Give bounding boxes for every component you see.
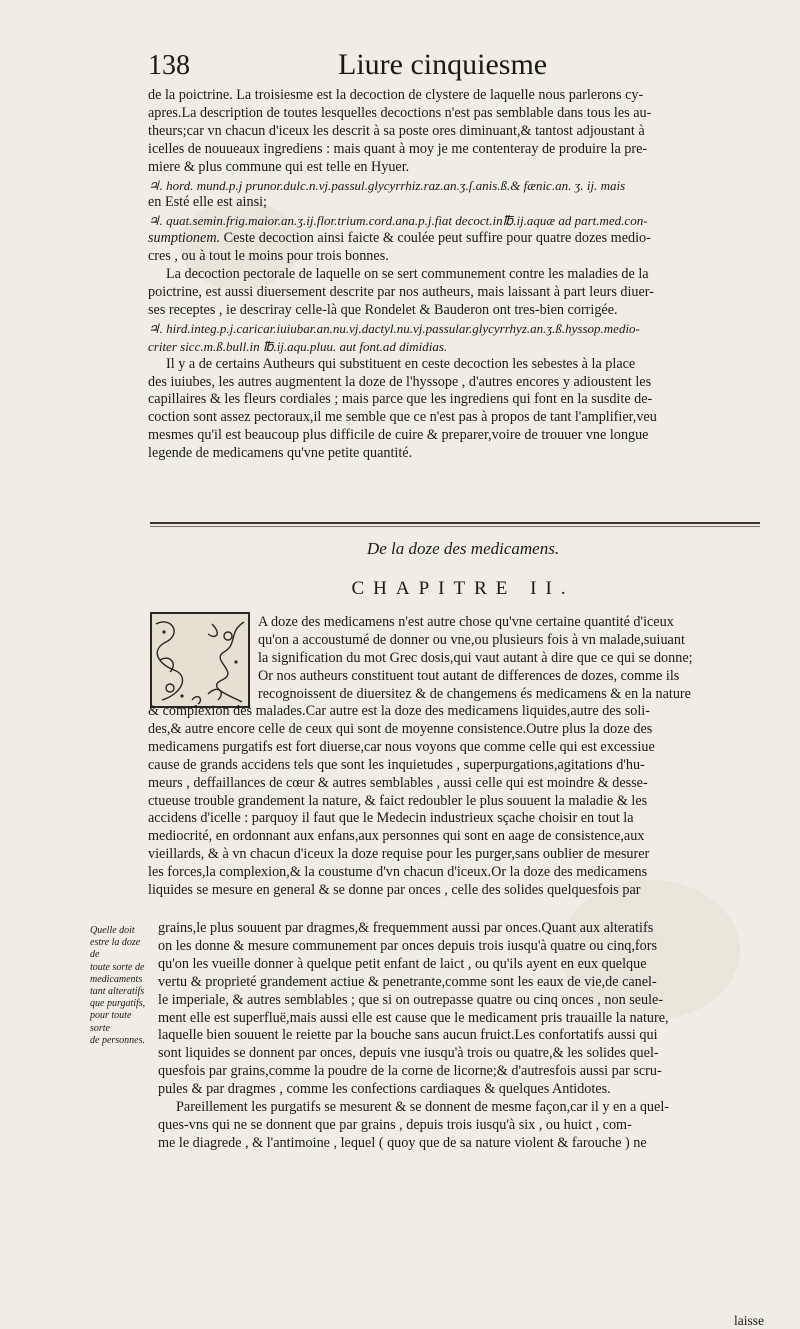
text-line: icelles de nouueaux ingrediens : mais quant à moy je me contenteray de produire la pre-: [148, 140, 648, 157]
section-title: De la doze des medicamens.: [366, 539, 560, 558]
text-line: Pareillement les purgatifs se mesurent & se donnent de mesme façon,car il y en a quel-: [176, 1099, 669, 1116]
text-line: les forces,la complexion,& la coustume d'vn chacun d'iceux.Or la doze des medicamens: [148, 864, 648, 881]
text-line: vertu & proprieté grandement actiue & penetrante,comme sont les eaux de vie,de canel-: [158, 973, 657, 990]
text-line: mediocrité, en ordonnant aux enfans,aux personnes qui sont en aage de consistence,aux: [148, 828, 645, 845]
text-line: liquides se mesure en general & se donne par onces , celle des solides quelquesfois par: [148, 882, 641, 899]
text-line: capillaires & les fleurs cordiales ; mais parce que les ingrediens qui font en la susdite de-: [148, 391, 653, 408]
text-line: qu'on a accoustumé de donner ou vne,ou plusieurs fois à vn malade,suiuant: [258, 631, 685, 648]
top-text-block: [148, 87, 778, 463]
text-line: la signification du mot Grec dosis,qui vaut autant à dire que ce qui se donne;: [258, 649, 693, 666]
text-line: ques-vns qui ne se donnent que par grains , depuis trois iusqu'à six , ou huict , com-: [158, 1116, 632, 1133]
text-line: le imperiale, & autres semblables ; que si on outrepasse quatre ou cinq onces , non seule-: [158, 991, 664, 1008]
running-title: Liure cinquiesme: [338, 48, 548, 81]
text-line: mesmes qu'il est beaucoup plus difficile de cuire & preparer,voire de trouuer vne longue: [148, 427, 649, 444]
margin-note-line: que purgatifs,: [90, 998, 146, 1010]
page-number: 138: [148, 50, 190, 81]
margin-note: [90, 925, 150, 1047]
text-line: La decoction pectorale de laquelle on se sert communement contre les maladies de la: [166, 266, 649, 283]
text-line: A doze des medicamens n'est autre chose qu'vne certaine quantité d'iceux: [258, 614, 674, 630]
chapter-opening-lines: [258, 614, 778, 704]
margin-note-line: toute sorte de: [90, 961, 145, 973]
text-line: meurs , deffaillances de cœur & autres semblables , aussi celle qui est moindre & desse-: [148, 774, 648, 791]
chapter-body-1: [148, 703, 778, 900]
text-line: miere & plus commune qui est telle en Hyuer.: [148, 158, 410, 175]
text-line: ctueuse trouble grandement la nature, & faict redoubler le plus souuent la maladie & les: [148, 792, 648, 809]
text-line: recognoissent de diuersitez & de changemens és medicamens & en la nature: [258, 685, 691, 702]
catchword: laisse: [734, 1313, 764, 1328]
text-line: Il y a de certains Autheurs qui substituent en ceste decoction les sebestes à la place: [166, 355, 636, 372]
margin-note-line: Quelle doit: [90, 925, 135, 936]
text-line: on les donne & mesure communement par onces depuis trois iusqu'à quatre ou cinq,fors: [158, 937, 658, 954]
text-line: & complexion des malades.Car autre est la doze des medicamens liquides,autre des soli-: [148, 703, 650, 719]
chapter-body-2: [158, 920, 778, 1153]
recipe-line: ♃. hird.integ.p.j.caricar.iuiubar.an.nu.vj.dactyl.nu.vj.passular.glycyrrhyz.an.ʒ.ß.hyssop.medio-: [148, 320, 640, 336]
margin-note-line: pour toute sorte: [90, 1010, 132, 1034]
text-line: coction sont assez pectoraux,il me semble que ce n'est pas à propos de tant l'amplifier,veu: [148, 409, 657, 426]
recipe-note: Ceste decoction ainsi faicte & coulée peut suffire pour quatre dozes medio-: [220, 230, 651, 247]
text-line: laquelle bien souuent le reiette par la bouche sans aucun fruict.Les confortatifs aussi qui: [158, 1027, 658, 1044]
text-line: vieillards, & à vn chacun d'iceux la doze requise pour les purger,sans oublier de mesurer: [148, 846, 650, 863]
text-line: accidens d'icelle : parquoy il faut que le Medecin industrieux sçache choisir en tout la: [148, 810, 634, 827]
recipe-tail: sumptionem.: [148, 230, 221, 247]
section-divider: [150, 522, 760, 524]
ornamental-initial-L: [150, 612, 250, 708]
recipe-line: criter sicc.m.ß.bull.in ℔.ij.aqu.pluu. aut font.ad dimidias.: [148, 338, 448, 354]
text-line: quesfois par grains,comme la poudre de la corne de licorne;& d'autresfois aussi par scru-: [158, 1063, 662, 1080]
text-line: des iuiubes, les autres augmentent la doze de l'hyssope , d'autres encores y adioustent les: [148, 373, 652, 390]
recipe-line: ♃. quat.semin.frig.maior.an.ʒ.ij.flor.trium.cord.ana.p.j.fiat decoct.in℔.ij.aquæ ad part.med.con-: [148, 213, 648, 229]
text-line: me le diagrede , & l'antimoine , lequel ( quoy que de sa nature violent & farouche ) ne: [158, 1134, 647, 1151]
margin-note-line: medicaments: [90, 973, 143, 985]
text-line: apres.La description de toutes lesquelles decoctions n'est pas semblable dans tous les au-: [148, 104, 652, 121]
text-line: des,& autre encore celle de ceux qui sont de moyenne consistence.Outre plus la doze des: [148, 720, 653, 737]
text-line: [148, 230, 778, 248]
text-line: pules & par dragmes , comme les confections cardiaques & quelques Antidotes.: [158, 1081, 611, 1098]
text-line: ses receptes , ie descriray celle-là que Rondelet & Bauderon ont tres-bien corrigée.: [148, 301, 618, 318]
text-line: poictrine, est aussi diuersement descrite par nos autheurs, mais laissant à part leurs diuer-: [148, 283, 654, 300]
section-divider-thin: [150, 526, 760, 527]
margin-note-line: estre la doze de: [90, 937, 141, 961]
text-line: grains,le plus souuent par dragmes,& frequemment aussi par onces.Quant aux alteratifs: [158, 920, 654, 936]
text-line: de la poictrine. La troisiesme est la decoction de clystere de laquelle nous parlerons cy-: [148, 87, 644, 103]
text-line: legende de medicamens qu'vne petite quantité.: [148, 445, 413, 462]
margin-note-line: de personnes.: [90, 1034, 145, 1046]
recipe-line: ♃. hord. mund.p.j prunor.dulc.n.vj.passul.glycyrrhiz.raz.an.ʒ.ſ.anis.ß.& fænic.an. ʒ. ij. mais: [148, 177, 626, 193]
text-line: ment elle est superfluë,mais aussi elle est cause que le medicament pris trauaille la nature,: [158, 1009, 669, 1026]
running-header: [148, 48, 668, 88]
text-line: sont liquides se donnent par onces, depuis vne iusqu'à trois ou quatre,& les solides quel-: [158, 1045, 659, 1062]
chapter-heading: CHAPITRE II.: [351, 578, 575, 599]
text-line: en Esté elle est ainsi;: [148, 194, 267, 211]
margin-note-line: tant alteratifs: [90, 986, 145, 998]
text-line: theurs;car vn chacun d'iceux les descrit à sa poste ores diminuant,& tantost adjoustant à: [148, 122, 645, 139]
ornament-icon: [152, 614, 248, 706]
text-line: qu'on les vueille donner à quelque petit enfant de laict , ou qu'ils ayent en eux quelque: [158, 955, 647, 972]
text-line: cause de grands accidens tels que sont les inquietudes , superpurgations,agitations d'hu-: [148, 756, 645, 773]
text-line: cres , ou à tout le moins pour trois bonnes.: [148, 248, 389, 265]
text-line: medicamens purgatifs est fort diuerse,car nous voyons que comme celle qui est excessiue: [148, 738, 655, 755]
text-line: Or nos autheurs constituent tout autant de differences de dozes, comme ils: [258, 667, 680, 684]
